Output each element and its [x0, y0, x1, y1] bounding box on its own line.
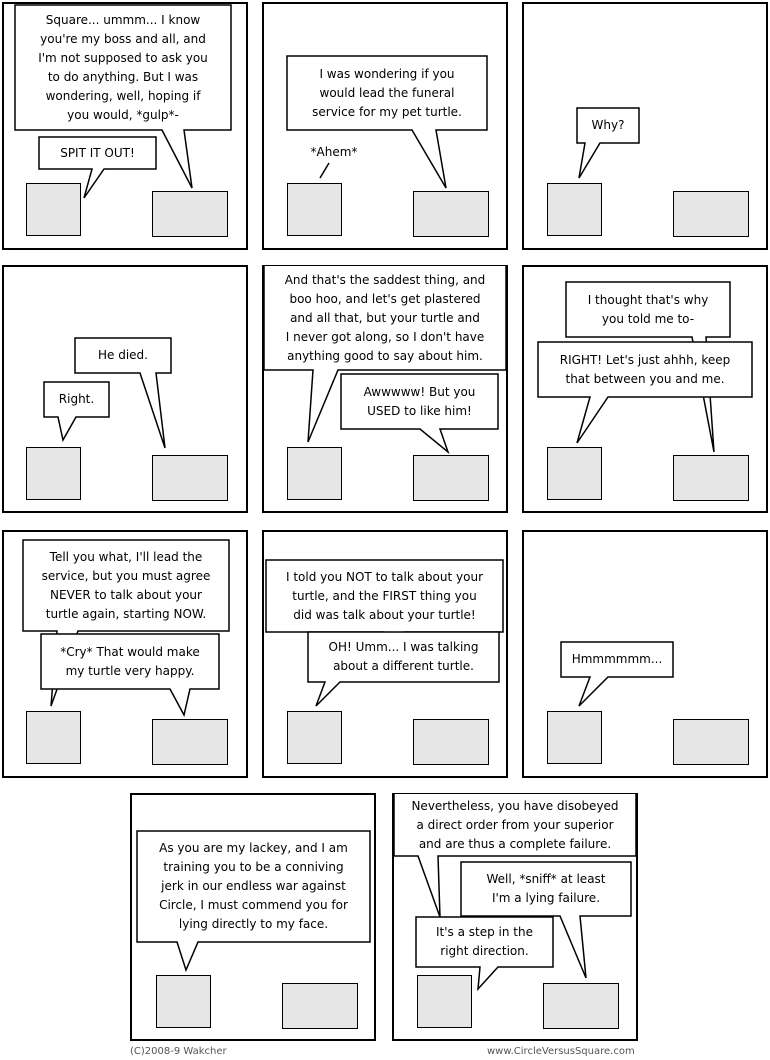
speech-text: It's a step in the right direction. — [436, 925, 533, 958]
speech-text: OH! Umm... I was talking about a different turtle. — [328, 640, 479, 673]
speech-text: Well, *sniff* at least I'm a lying failure. — [486, 872, 606, 905]
speech-text: Why? — [591, 118, 625, 132]
speech-text: I thought that's why you told me to- — [587, 292, 709, 326]
speech-text: Hmmmmmm... — [571, 652, 663, 666]
speech-text: Awwwww! But you USED to like him! — [363, 384, 476, 418]
speech-text: As you are my lackey, and I am training you to be a conniving jerk in our endless war against Circle, I must commend you for lying directly to my face. — [159, 841, 348, 931]
speech-text: Right. — [58, 392, 95, 406]
speech-text: Tell you what, I'll lead the service, but you must agree NEVER to talk about your turtle again, starting NOW. — [41, 549, 211, 621]
speech-text: I was wondering if you would lead the funeral service for my pet turtle. — [312, 66, 462, 119]
speech-text: I told you NOT to talk about your turtle, and the FIRST thing you did was talk about your turtle! — [285, 569, 484, 622]
speech-pointer-line — [320, 163, 329, 178]
website-url: www.CircleVersusSquare.com — [487, 1046, 635, 1057]
speech-text: *Ahem* — [310, 144, 358, 159]
speech-text: Square... ummm... I know you're my boss and all, and I'm not supposed to ask you to do anything. But I was wondering, well, hoping if you would, *gulp*- — [38, 12, 208, 122]
speech-text: And that's the saddest thing, and boo hoo, and let's get plastered and all that, but your turtle and I never got along, so I don't have anything good to say about him. — [284, 272, 486, 363]
speech-text: Nevertheless, you have disobeyed a direct order from your superior and are thus a complete failure. — [411, 798, 619, 851]
speech-text: *Cry* That would make my turtle very happy. — [60, 644, 200, 678]
speech-text: He died. — [98, 348, 148, 362]
copyright-text: (C)2008-9 Wakcher — [130, 1046, 227, 1057]
speech-text: SPIT IT OUT! — [60, 145, 135, 160]
speech-text: RIGHT! Let's just ahhh, keep that between you and me. — [559, 352, 731, 386]
